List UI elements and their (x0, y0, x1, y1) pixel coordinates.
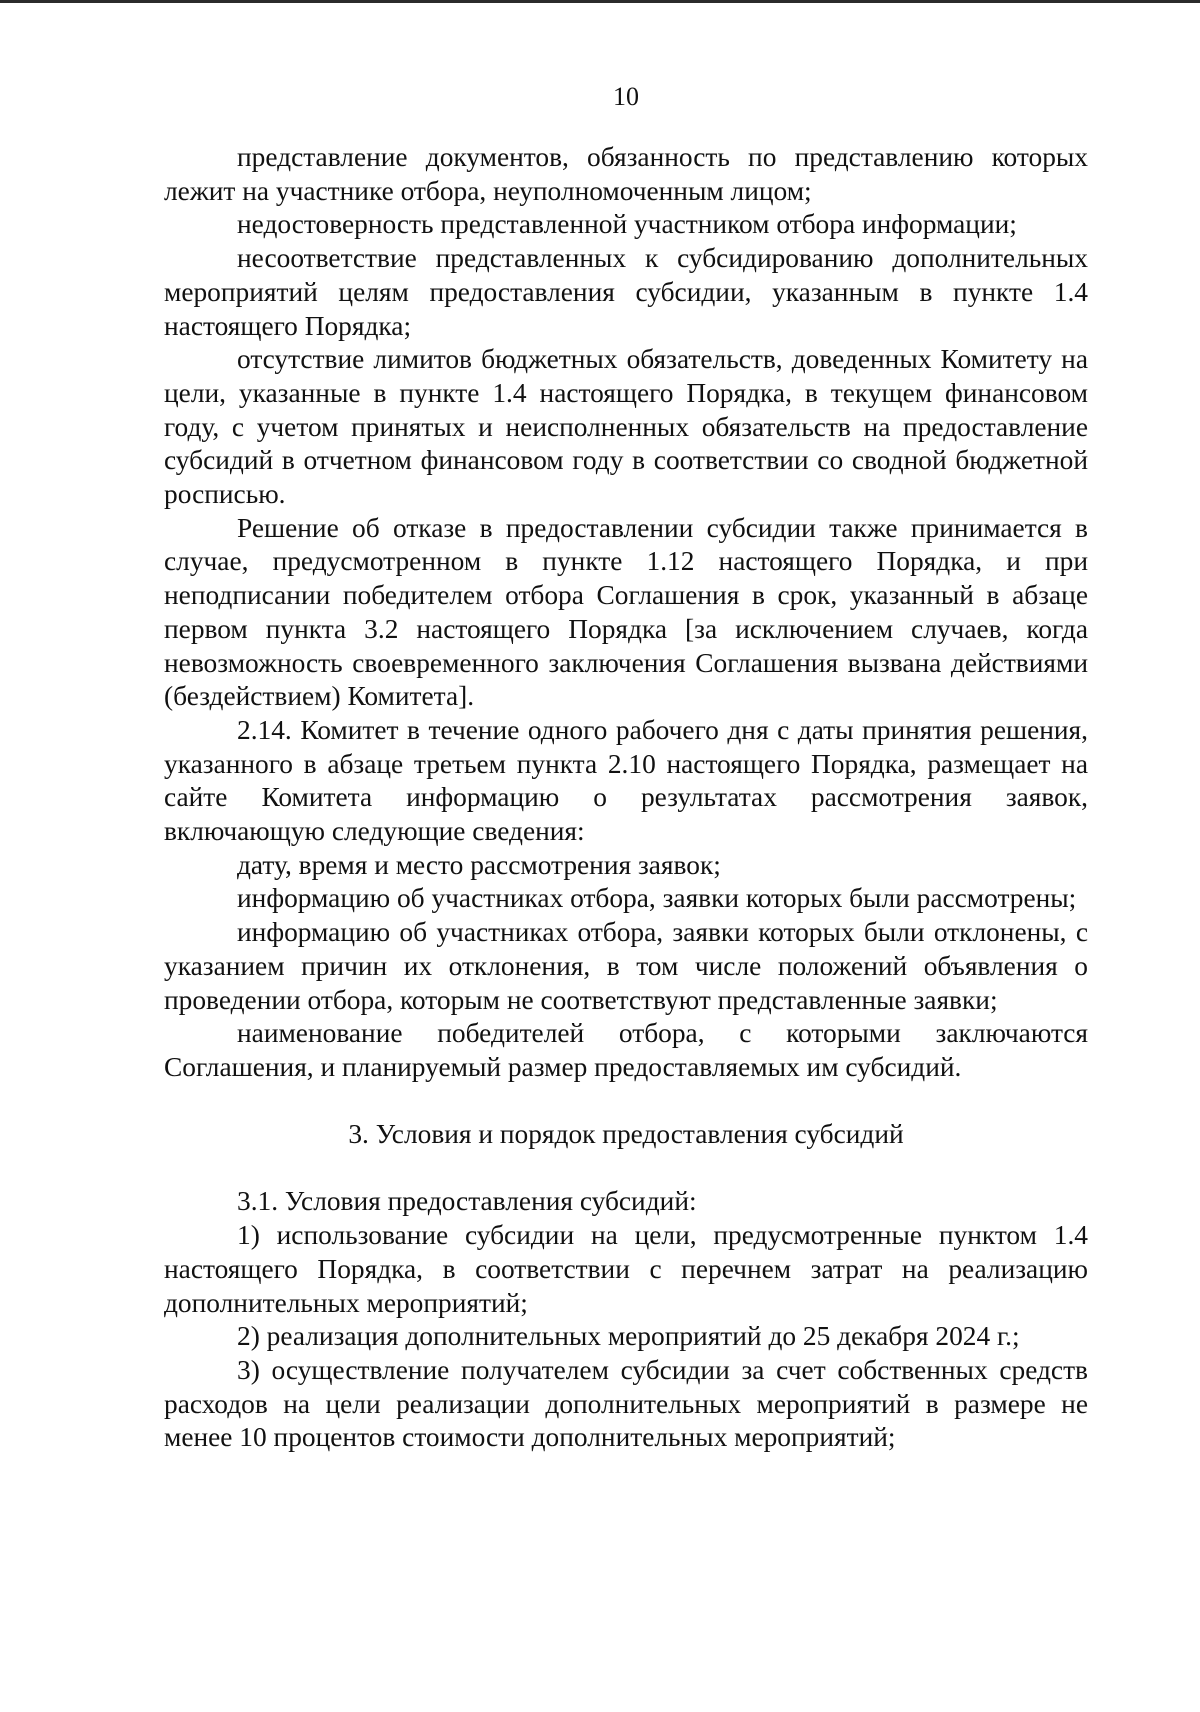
document-body (164, 141, 1088, 1455)
paragraph: 3) осуществление получателем субсидии за счет собственных средств расходов на цели реализации дополнительных мероприятий в размере не менее 10 процентов стоимости дополнительных мероприятий; (164, 1354, 1088, 1453)
paragraph: дату, время и место рассмотрения заявок; (237, 849, 721, 880)
paragraph: информацию об участниках отбора, заявки которых были рассмотрены; (237, 883, 1077, 914)
paragraph: представление документов, обязанность по представлению которых лежит на участнике отбора, неуполномоченным лицом; (164, 142, 1088, 206)
paragraph: 2) реализация дополнительных мероприятий до 25 декабря 2024 г.; (237, 1321, 1020, 1352)
paragraph: 3.1. Условия предоставления субсидий: (237, 1186, 697, 1217)
paragraph: недостоверность представленной участником отбора информации; (237, 209, 1017, 240)
page-number: 10 (613, 82, 639, 111)
spacer (164, 1151, 1088, 1185)
paragraph: 2.14. Комитет в течение одного рабочего дня с даты принятия решения, указанного в абзаце третьем пункта 2.10 настоящего Порядка, размещает на сайте Комитета информацию о результатах рассмотрения заявок, включающую следующие сведения: (164, 714, 1088, 847)
section-heading: 3. Условия и порядок предоставления субсидий (348, 1118, 904, 1149)
spacer (164, 1085, 1088, 1118)
paragraph: отсутствие лимитов бюджетных обязательств, доведенных Комитету на цели, указанные в пункте 1.4 настоящего Порядка, в текущем финансовом году, с учетом принятых и неисполненных обязательств на предоставление субсидий в отчетном финансовом году в соответствии со сводной бюджетной росписью. (164, 344, 1088, 510)
paragraph: наименование победителей отбора, с которыми заключаются Соглашения, и планируемый размер предоставляемых им субсидий. (164, 1018, 1088, 1082)
paragraph: несоответствие представленных к субсидированию дополнительных мероприятий целям предоставления субсидии, указанным в пункте 1.4 настоящего Порядка; (164, 243, 1088, 341)
paragraph: 1) использование субсидии на цели, предусмотренные пунктом 1.4 настоящего Порядка, в соответствии с перечнем затрат на реализацию дополнительных мероприятий; (164, 1220, 1088, 1318)
paragraph: Решение об отказе в предоставлении субсидии также принимается в случае, предусмотренном в пункте 1.12 настоящего Порядка, и при неподписании победителем отбора Соглашения в срок, указанный в абзаце первом пункта 3.2 настоящего Порядка [за исключением случаев, когда невозможность своевременного заключения Соглашения вызвана действиями (бездействием) Комитета]. (164, 512, 1088, 712)
paragraph: информацию об участниках отбора, заявки которых были отклонены, с указанием причин их отклонения, в том числе положений объявления о проведении отбора, которым не соответствуют представленные заявки; (164, 917, 1088, 1015)
